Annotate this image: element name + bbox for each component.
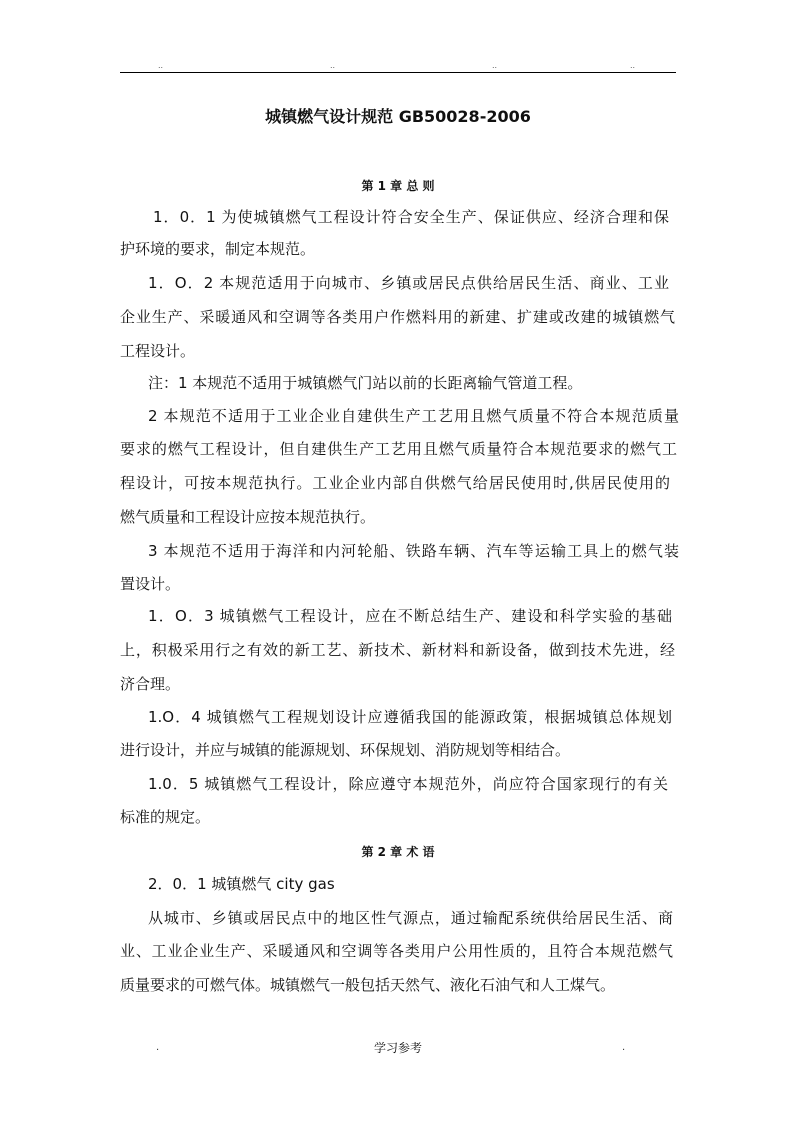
header-dot-1: .. xyxy=(158,61,164,70)
paragraph-line: 1.0．5 城镇燃气工程设计，除应遵守本规范外，尚应符合国家现行的有关 xyxy=(148,775,668,793)
paragraph-line: 1．O．3 城镇燃气工程设计，应在不断总结生产、建设和科学实验的基础 xyxy=(148,607,672,625)
paragraph-line: 3 本规范不适用于海洋和内河轮船、铁路车辆、汽车等运输工具上的燃气装 xyxy=(148,542,679,560)
paragraph-line: 工程设计。 xyxy=(120,342,196,360)
paragraph-line: 程设计，可按本规范执行。工业企业内部自供燃气给居民使用时,供居民使用的 xyxy=(120,474,670,492)
document-title: 城镇燃气设计规范 GB50028-2006 xyxy=(265,107,531,126)
paragraph-line: 企业生产、采暖通风和空调等各类用户作燃料用的新建、扩建或改建的城镇燃气 xyxy=(120,308,675,326)
paragraph-line: 上，积极采用行之有效的新工艺、新技术、新材料和新设备，做到技术先进，经 xyxy=(120,641,675,659)
footer-text: 学习参考 xyxy=(373,1041,422,1055)
header-dot-4: .. xyxy=(630,61,636,70)
paragraph-line: 2．0．1 城镇燃气 city gas xyxy=(148,875,335,893)
paragraph-line: 1．0．1 为使城镇燃气工程设计符合安全生产、保证供应、经济合理和保 xyxy=(153,208,669,226)
paragraph-line: 从城市、乡镇或居民点中的地区性气源点，通过输配系统供给居民生活、商 xyxy=(148,909,673,927)
paragraph-line: 护环境的要求，制定本规范。 xyxy=(120,240,316,258)
paragraph-line: 注：1 本规范不适用于城镇燃气门站以前的长距离输气管道工程。 xyxy=(148,374,583,392)
paragraph-line: 燃气质量和工程设计应按本规范执行。 xyxy=(120,508,376,526)
header-dot-2: .. xyxy=(330,61,336,70)
paragraph-line: 质量要求的可燃气体。城镇燃气一般包括天然气、液化石油气和人工煤气。 xyxy=(120,976,616,994)
chapter-2-heading: 第 2 章 术 语 xyxy=(361,845,435,859)
footer-left-dot: . xyxy=(156,1042,160,1053)
header-dots xyxy=(120,62,676,72)
header-rule xyxy=(120,72,676,73)
paragraph-line: 进行设计，并应与城镇的能源规划、环保规划、消防规划等相结合。 xyxy=(120,741,571,759)
paragraph-line: 标准的规定。 xyxy=(120,808,211,826)
paragraph-line: 2 本规范不适用于工业企业自建供生产工艺用且燃气质量不符合本规范质量 xyxy=(148,407,679,425)
paragraph-line: 1.O．4 城镇燃气工程规划设计应遵循我国的能源政策，根据城镇总体规划 xyxy=(148,708,672,726)
chapter-1-heading: 第 1 章 总 则 xyxy=(361,179,435,193)
paragraph-line: 业、工业企业生产、采暖通风和空调等各类用户公用性质的，且符合本规范燃气 xyxy=(120,942,673,960)
paragraph-line: 要求的燃气工程设计，但自建供生产工艺用且燃气质量符合本规范要求的燃气工 xyxy=(120,440,677,458)
paragraph-line: 1．O．2 本规范适用于向城市、乡镇或居民点供给居民生活、商业、工业 xyxy=(148,274,669,292)
paragraph-line: 置设计。 xyxy=(120,575,181,593)
footer-right-dot: . xyxy=(622,1042,626,1053)
paragraph-line: 济合理。 xyxy=(120,675,181,693)
header-dot-3: .. xyxy=(492,61,498,70)
